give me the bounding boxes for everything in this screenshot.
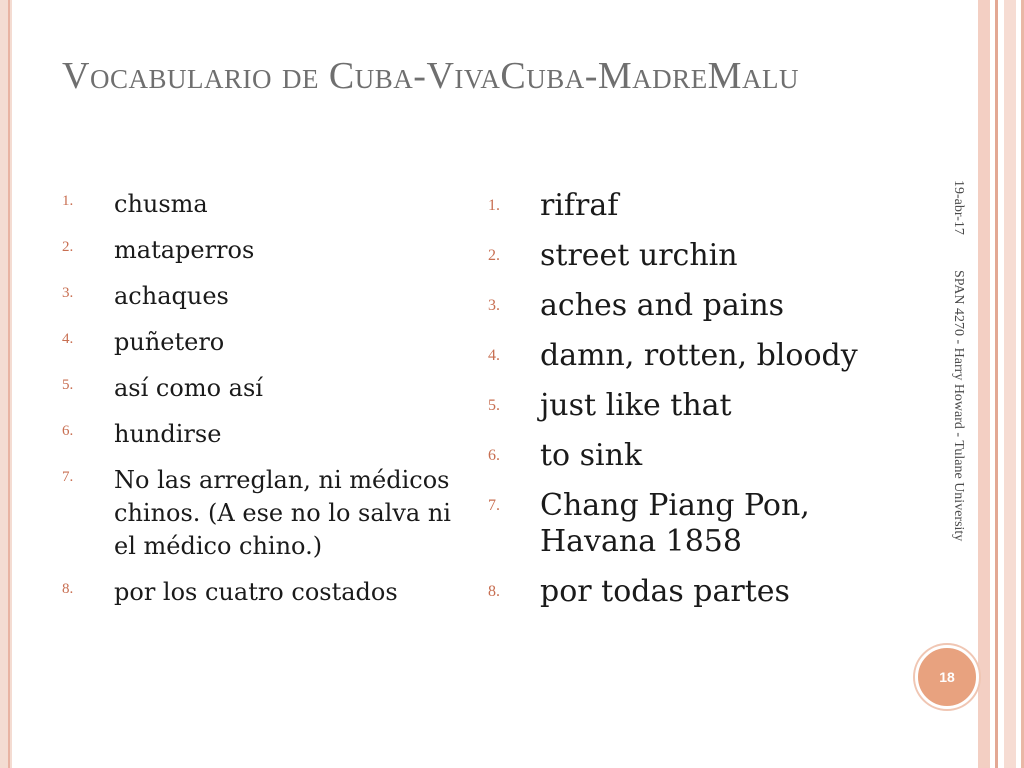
list-number: 5. [488, 397, 500, 414]
page-number: 18 [939, 669, 955, 685]
list-text: No las arreglan, ni médicos chinos. (A ese no lo salva ni el médico chino.) [114, 466, 451, 560]
list-item [488, 488, 918, 560]
list-text: chusma [114, 190, 208, 218]
list-item [488, 288, 918, 324]
list-number: 7. [488, 497, 500, 514]
left-decorative-stripe [0, 0, 12, 768]
slide-date: 19-abr-17 [951, 180, 966, 235]
list-item [488, 238, 918, 274]
list-text: hundirse [114, 420, 222, 448]
list-text: damn, rotten, bloody [540, 338, 858, 373]
list-text: por los cuatro costados [114, 578, 398, 606]
english-translation-list [488, 188, 918, 624]
list-number: 4. [488, 347, 500, 364]
list-text: just like that [540, 388, 732, 423]
list-text: rifraf [540, 188, 619, 223]
list-item [488, 574, 918, 610]
list-number: 2. [488, 247, 500, 264]
list-text: puñetero [114, 328, 225, 356]
list-text: mataperros [114, 236, 255, 264]
list-item [62, 418, 462, 451]
list-text: aches and pains [540, 288, 785, 323]
list-item [62, 326, 462, 359]
list-number: 6. [488, 447, 500, 464]
list-text: achaques [114, 282, 229, 310]
spanish-term-list [62, 188, 462, 622]
list-number: 7. [62, 469, 74, 485]
list-item [62, 188, 462, 221]
list-text: Chang Piang Pon, Havana 1858 [540, 488, 810, 559]
list-number: 1. [62, 193, 74, 209]
list-number: 1. [488, 197, 500, 214]
list-item [488, 188, 918, 224]
list-number: 5. [62, 377, 74, 393]
slide-footer: SPAN 4270 - Harry Howard - Tulane University [951, 270, 966, 542]
slide-title: Vocabulario de Cuba-VivaCuba-MadreMalu [62, 55, 799, 97]
list-text: por todas partes [540, 574, 790, 609]
list-item [62, 234, 462, 267]
list-text: to sink [540, 438, 643, 473]
list-item [488, 338, 918, 374]
list-text: así como así [114, 374, 263, 402]
list-number: 3. [488, 297, 500, 314]
list-item [62, 464, 462, 563]
list-item [62, 576, 462, 609]
list-number: 8. [488, 583, 500, 600]
page-number-badge [915, 645, 979, 709]
list-number: 4. [62, 331, 74, 347]
list-item [62, 280, 462, 313]
list-number: 3. [62, 285, 74, 301]
list-item [488, 438, 918, 474]
list-text: street urchin [540, 238, 738, 273]
list-number: 2. [62, 239, 74, 255]
list-number: 6. [62, 423, 74, 439]
list-item [488, 388, 918, 424]
list-item [62, 372, 462, 405]
list-number: 8. [62, 581, 74, 597]
right-decorative-stripes [976, 0, 1024, 768]
